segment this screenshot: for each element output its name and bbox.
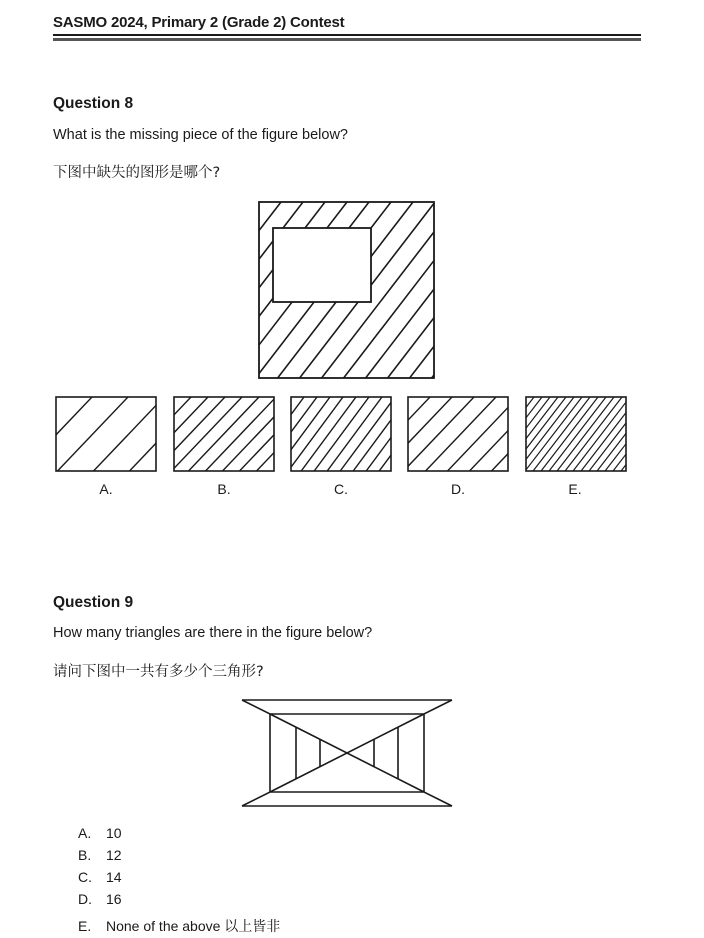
option-d-hatch — [406, 397, 510, 471]
q9-option-a-value: 10 — [106, 825, 122, 841]
header-rule-thin — [53, 34, 641, 36]
q9-option-b-value: 12 — [106, 847, 122, 863]
q9-option-a[interactable] — [78, 825, 122, 841]
hatch-line — [605, 397, 628, 471]
hatch-line — [172, 397, 242, 471]
question-8-title: Question 8 — [53, 95, 134, 112]
question-9-title: Question 9 — [53, 594, 134, 611]
q9-option-b-letter: B. — [78, 847, 92, 863]
option-e-figure[interactable] — [524, 395, 628, 473]
question-9-triangle-figure — [238, 694, 458, 810]
option-a-figure[interactable] — [54, 395, 158, 473]
option-c-label: C. — [334, 481, 348, 497]
hatch-line — [392, 397, 393, 471]
q9-option-e[interactable] — [78, 916, 280, 936]
q9-option-c[interactable] — [78, 869, 122, 885]
option-c-figure[interactable] — [289, 395, 393, 473]
q9-option-e-letter: E. — [78, 918, 92, 934]
option-e-hatch — [524, 397, 628, 471]
hatch-line — [58, 397, 128, 471]
option-d-label: D. — [451, 481, 465, 497]
hatch-line — [470, 397, 510, 471]
option-c-hatch — [289, 397, 393, 471]
question-8-text-cn: 下图中缺失的图形是哪个? — [53, 165, 221, 181]
hatch-line — [94, 397, 158, 471]
hatch-line — [448, 397, 510, 471]
q9-option-e-value: None of the above 以上皆非 — [106, 918, 281, 934]
option-a-hatch — [54, 397, 158, 471]
q9-option-c-letter: C. — [78, 869, 92, 885]
question-8-text-en: What is the missing piece of the figure below? — [53, 127, 348, 143]
hatch-line — [206, 397, 276, 471]
hatch-line — [189, 397, 259, 471]
hatch-line — [426, 397, 496, 471]
figure-bottom-trapezoid — [242, 792, 452, 806]
q9-option-d[interactable] — [78, 891, 122, 907]
q9-option-d-value: 16 — [106, 891, 122, 907]
header-rule-thick — [53, 38, 641, 41]
hatch-line — [366, 397, 393, 471]
option-b-hatch — [172, 397, 276, 471]
figure-top-trapezoid — [242, 700, 452, 714]
option-b-figure[interactable] — [172, 395, 276, 473]
hatch-line — [388, 202, 439, 378]
q9-option-a-letter: A. — [78, 825, 92, 841]
question-8-main-figure — [255, 198, 439, 382]
hatch-line — [406, 397, 452, 471]
hatch-line — [366, 202, 439, 378]
hatch-line — [54, 397, 92, 471]
option-d-figure[interactable] — [406, 395, 510, 473]
option-e-label: E. — [568, 481, 582, 497]
q9-option-d-letter: D. — [78, 891, 92, 907]
option-b-label: B. — [217, 481, 231, 497]
q9-option-b[interactable] — [78, 847, 122, 863]
missing-piece-hole — [273, 228, 371, 302]
question-9-text-cn: 请问下图中一共有多少个三角形? — [53, 664, 264, 680]
question-9-text-en: How many triangles are there in the figure below? — [53, 625, 373, 641]
option-a-label: A. — [99, 481, 113, 497]
q9-option-c-value: 14 — [106, 869, 122, 885]
page-header-title: SASMO 2024, Primary 2 (Grade 2) Contest — [53, 14, 345, 31]
hatch-line — [406, 397, 430, 471]
